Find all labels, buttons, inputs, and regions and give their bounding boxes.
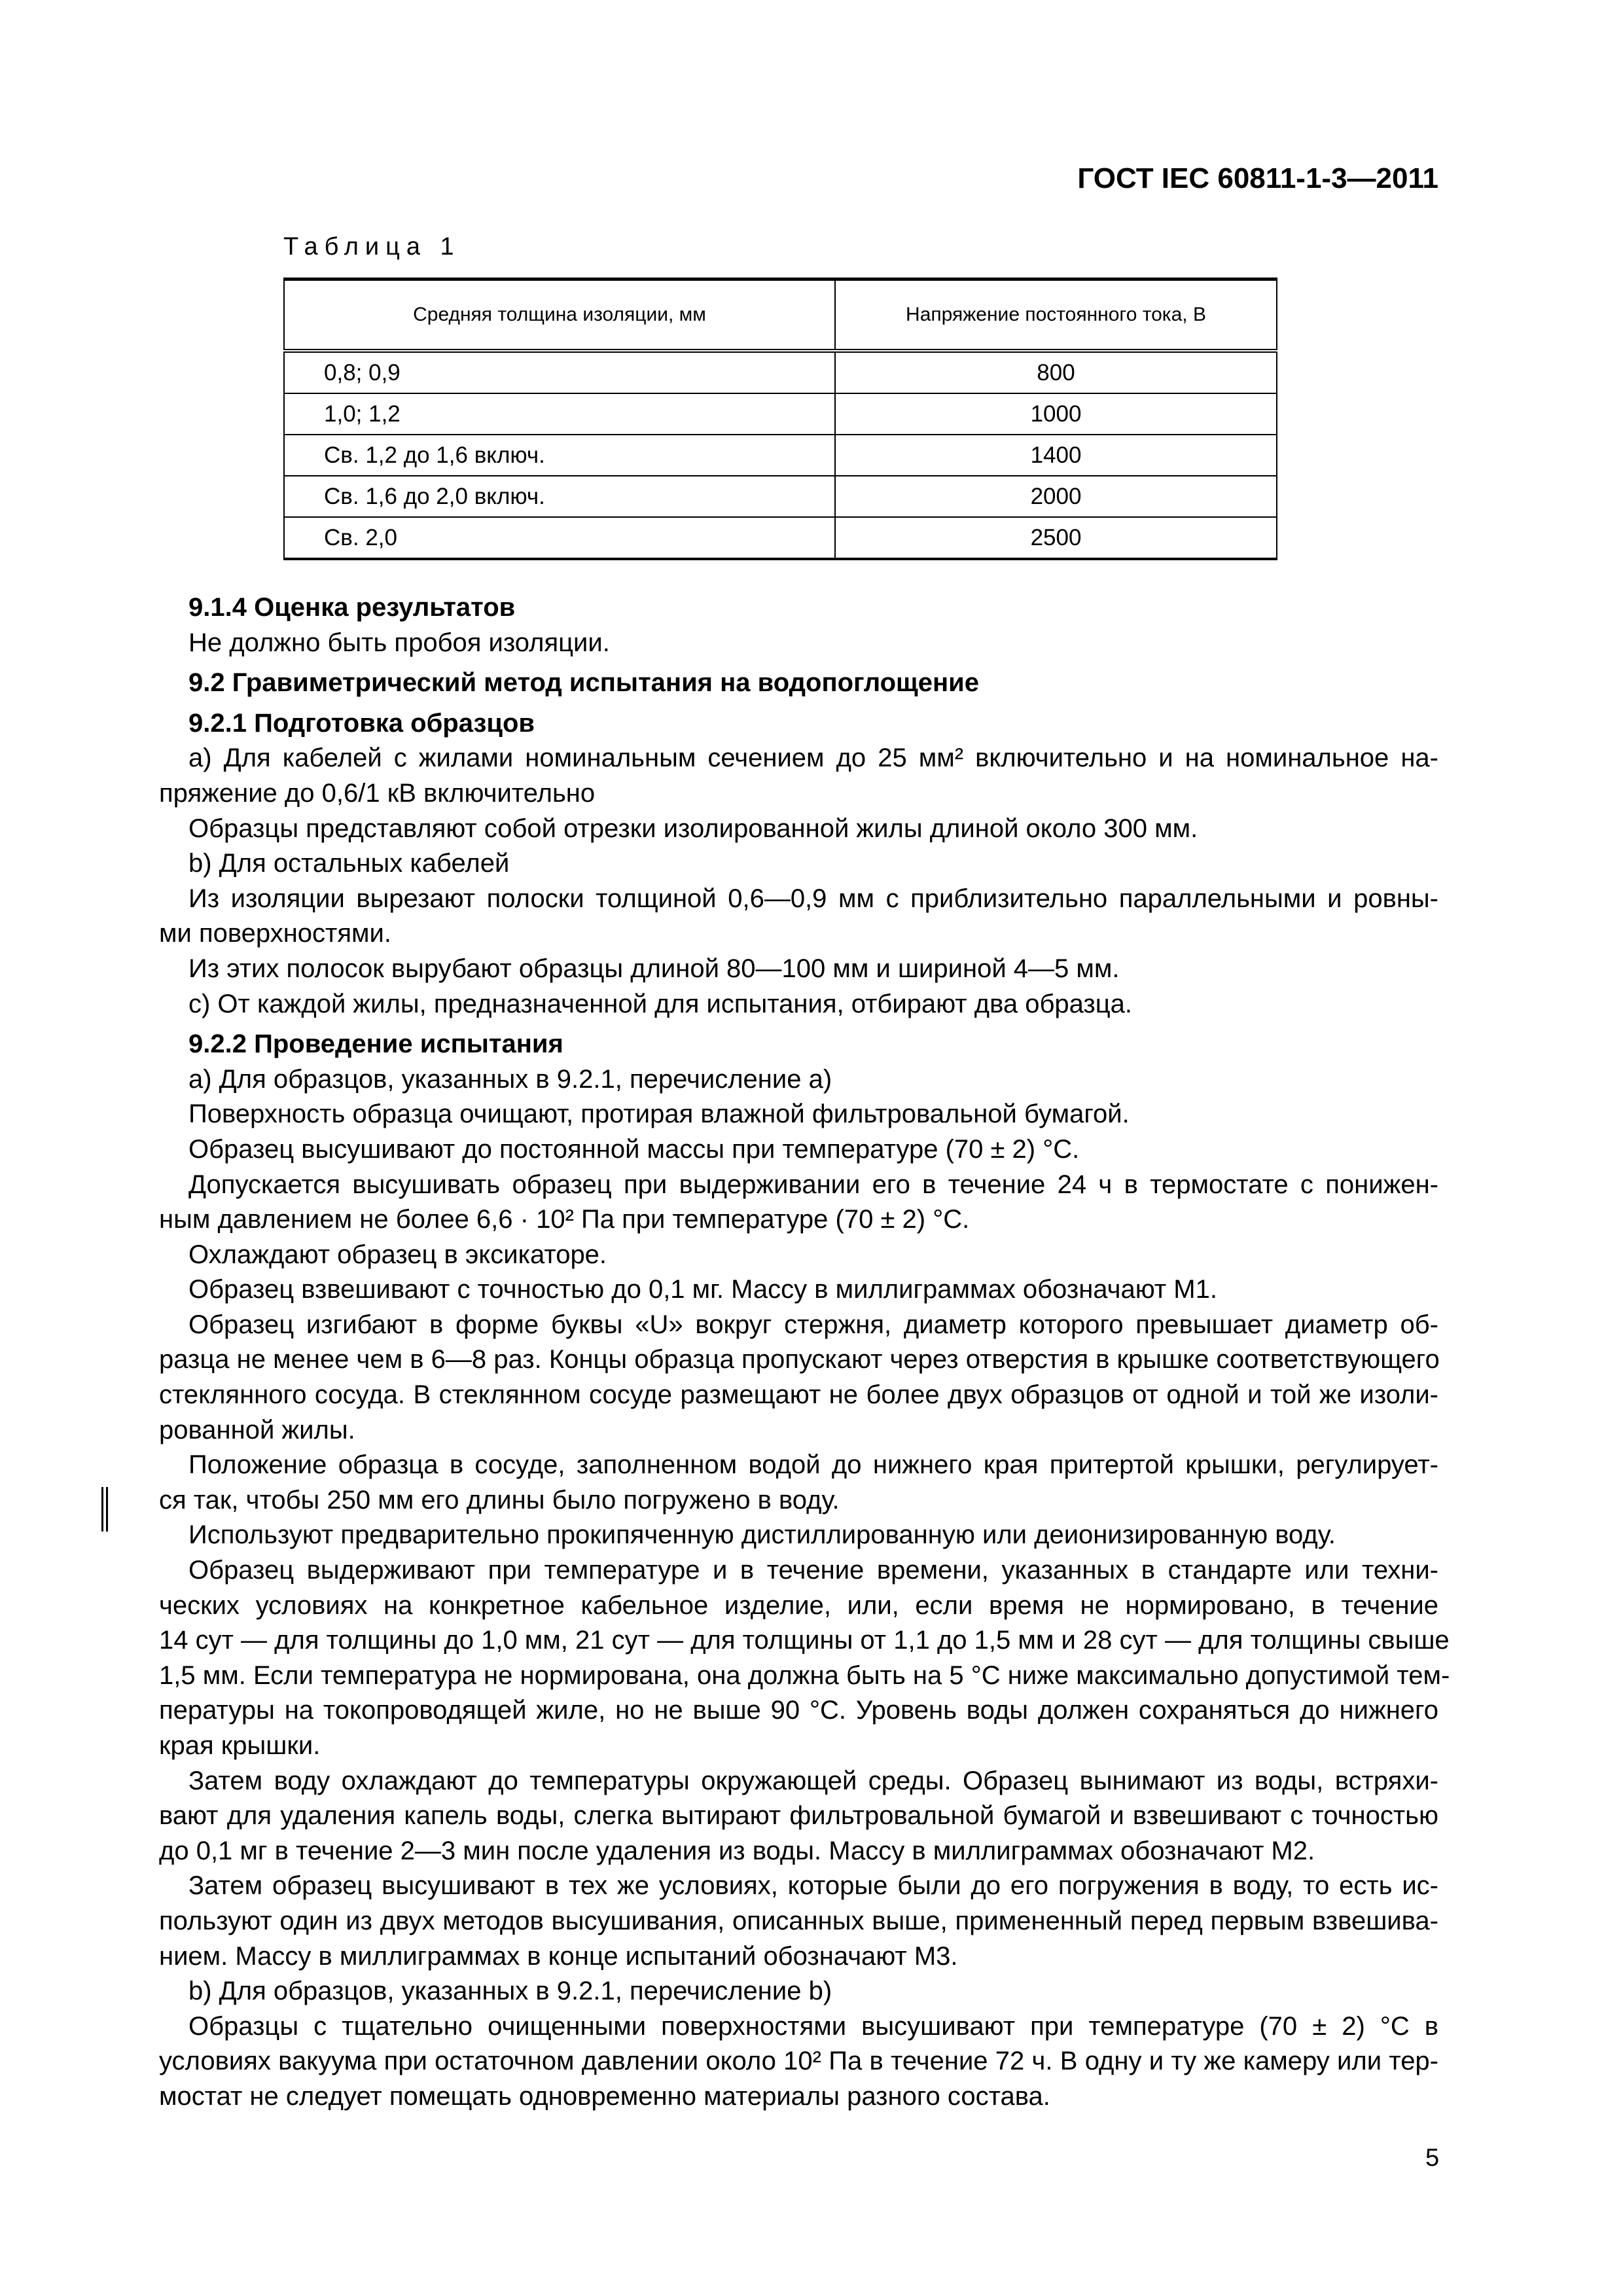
- thickness-cell: Св. 2,0: [284, 517, 835, 559]
- column-header-thickness: Средняя толщина изоляции, мм: [284, 279, 835, 351]
- paragraph-line: ми поверхностями.: [159, 919, 391, 948]
- paragraph-line: Образцы представляют собой отрезки изолированной жилы длиной около 300 мм.: [188, 814, 1198, 843]
- paragraph-line: Охлаждают образец в эксикаторе.: [188, 1240, 607, 1269]
- voltage-table: [283, 278, 1277, 560]
- paragraph-line: 14 сут — для толщины до 1,0 мм, 21 сут — для толщины от 1,1 до 1,5 мм и 28 сут — для толщины свыше: [159, 1626, 1450, 1655]
- page-number: 5: [1425, 2144, 1440, 2172]
- thickness-cell: Св. 1,6 до 2,0 включ.: [284, 476, 835, 517]
- paragraph-line: Образец изгибают в форме буквы «U» вокруг стержня, диаметр которого превышает диаметр об-: [188, 1310, 1438, 1339]
- section-heading: 9.1.4 Оценка результатов: [188, 593, 516, 622]
- paragraph-line: Образцы с тщательно очищенными поверхностями высушивают при температуре (70 ± 2) °С в: [188, 2011, 1438, 2041]
- voltage-cell: 1400: [835, 435, 1277, 476]
- paragraph-line: Из изоляции вырезают полоски толщиной 0,6—0,9 мм с приблизительно параллельными и ровны-: [188, 884, 1438, 913]
- paragraph-line: Образец высушивают до постоянной массы при температуре (70 ± 2) °С.: [188, 1134, 1080, 1164]
- paragraph-line: Используют предварительно прокипяченную дистиллированную или деионизированную воду.: [188, 1520, 1336, 1550]
- paragraph-line: Из этих полосок вырубают образцы длиной 80—100 мм и шириной 4—5 мм.: [188, 954, 1120, 983]
- paragraph-line: Положение образца в сосуде, заполненном водой до нижнего края притертой крышки, регулирует-: [188, 1450, 1438, 1480]
- paragraph-line: стеклянного сосуда. В стеклянном сосуде размещают не более двух образцов от одной и той же изоли-: [159, 1380, 1438, 1410]
- paragraph-line: Не должно быть пробоя изоляции.: [188, 628, 610, 657]
- thickness-cell: Св. 1,2 до 1,6 включ.: [284, 435, 835, 476]
- paragraph-line: пературы на токопроводящей жиле, но не выше 90 °С. Уровень воды должен сохраняться до нижнего: [159, 1696, 1438, 1725]
- thickness-cell: 1,0; 1,2: [284, 393, 835, 435]
- paragraph-line: рованной жилы.: [159, 1415, 355, 1444]
- paragraph-line: Образец взвешивают с точностью до 0,1 мг. Массу в миллиграммах обозначают М1.: [188, 1275, 1217, 1304]
- paragraph-line: ческих условиях на конкретное кабельное изделие, или, если время не нормировано, в течение: [159, 1590, 1438, 1620]
- paragraph-line: вают для удаления капель воды, слегка вытирают фильтровальной бумагой и взвешивают с точностью: [159, 1801, 1438, 1831]
- paragraph-line: b) Для образцов, указанных в 9.2.1, перечисление b): [188, 1977, 832, 2006]
- voltage-cell: 800: [835, 351, 1277, 393]
- paragraph-line: Поверхность образца очищают, протирая влажной фильтровальной бумагой.: [188, 1100, 1130, 1129]
- change-bar-marker: [101, 1487, 108, 1532]
- section-heading: 9.2.1 Подготовка образцов: [188, 708, 535, 738]
- paragraph-line: а) Для образцов, указанных в 9.2.1, перечисление а): [188, 1064, 832, 1094]
- paragraph-line: ным давлением не более 6,6 · 10² Па при температуре (70 ± 2) °С.: [159, 1205, 970, 1234]
- table-caption: Таблица 1: [283, 233, 461, 260]
- paragraph-line: пряжение до 0,6/1 кВ включительно: [159, 778, 596, 808]
- table-row: [284, 435, 1277, 476]
- paragraph-line: ся так, чтобы 250 мм его длины было погружено в воду.: [159, 1485, 840, 1515]
- voltage-cell: 2000: [835, 476, 1277, 517]
- document-code-header: ГОСТ IEC 60811-1-3—2011: [1077, 162, 1438, 194]
- table-row: [284, 351, 1277, 393]
- paragraph-line: разца не менее чем в 6—8 раз. Концы образца пропускают через отверстия в крышке соответствующего: [159, 1345, 1440, 1374]
- paragraph-line: Образец выдерживают при температуре и в течение времени, указанных в стандарте или техни-: [188, 1556, 1438, 1585]
- voltage-cell: 2500: [835, 517, 1277, 559]
- column-header-voltage: Напряжение постоянного тока, В: [835, 279, 1277, 351]
- paragraph-line: нием. Массу в миллиграммах в конце испытаний обозначают М3.: [159, 1941, 958, 1971]
- paragraph-line: условиях вакуума при остаточном давлении около 10² Па в течение 72 ч. В одну и ту же камеру или тер-: [159, 2047, 1438, 2076]
- paragraph-line: b) Для остальных кабелей: [188, 849, 510, 878]
- paragraph-line: пользуют один из двух методов высушивания, описанных выше, примененный перед первым взвешива-: [159, 1906, 1438, 1935]
- section-heading: 9.2 Гравиметрический метод испытания на водопоглощение: [188, 668, 980, 698]
- paragraph-line: c) От каждой жилы, предназначенной для испытания, отбирают два образца.: [188, 989, 1133, 1018]
- table-row: [284, 476, 1277, 517]
- paragraph-line: 1,5 мм. Если температура не нормирована, она должна быть на 5 °С ниже максимально допустимой тем-: [159, 1660, 1450, 1690]
- table-header-row: [284, 279, 1277, 351]
- document-body: [159, 590, 1450, 2115]
- section-heading: 9.2.2 Проведение испытания: [188, 1030, 563, 1059]
- paragraph-line: края крышки.: [159, 1731, 321, 1760]
- table-row: [284, 393, 1277, 435]
- paragraph-line: а) Для кабелей с жилами номинальным сечением до 25 мм² включительно и на номинальное на-: [188, 744, 1438, 773]
- thickness-cell: 0,8; 0,9: [284, 351, 835, 393]
- paragraph-line: до 0,1 мг в течение 2—3 мин после удаления из воды. Массу в миллиграммах обозначают М2.: [159, 1836, 1315, 1865]
- paragraph-line: мостат не следует помещать одновременно материалы разного состава.: [159, 2081, 1050, 2111]
- paragraph-line: Затем образец высушивают в тех же условиях, которые были до его погружения в воду, то есть ис-: [188, 1871, 1438, 1901]
- paragraph-line: Допускается высушивать образец при выдерживании его в течение 24 ч в термостате с понижен-: [188, 1170, 1438, 1199]
- voltage-cell: 1000: [835, 393, 1277, 435]
- paragraph-line: Затем воду охлаждают до температуры окружающей среды. Образец вынимают из воды, встряхи-: [188, 1766, 1438, 1795]
- table-row: [284, 517, 1277, 559]
